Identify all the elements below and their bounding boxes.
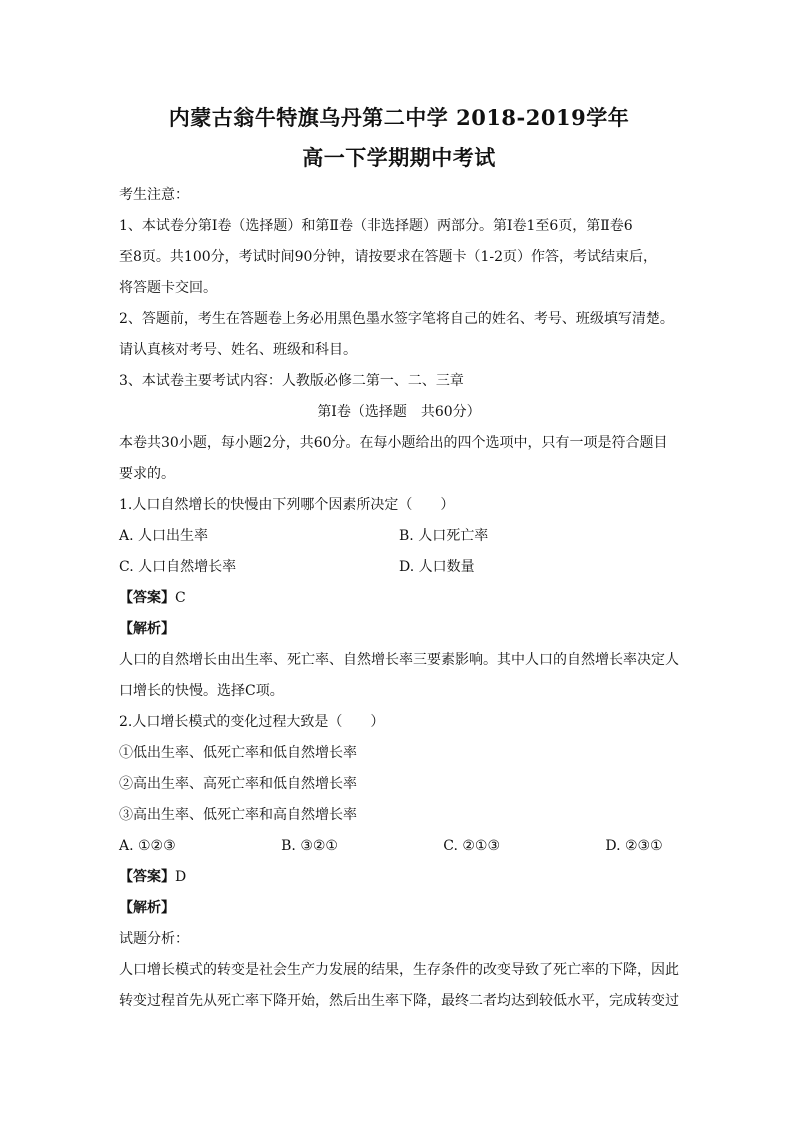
section-intro-line1: 本卷共30小题，每小题2分，共60分。在每小题给出的四个选项中，只有一项是符合题目 — [119, 435, 668, 451]
notice-item2-line2: 请认真核对考号、姓名、班级和科目。 — [119, 342, 357, 358]
section-title: 第Ⅰ卷（选择题 共60分） — [317, 404, 481, 420]
notice-heading: 考生注意： — [119, 187, 189, 203]
section-intro-line2: 要求的。 — [119, 466, 175, 482]
q1-stem: 1.人口自然增长的快慢由下列哪个因素所决定（ ） — [119, 497, 455, 513]
q2-option-d: D. ②③① — [605, 838, 663, 854]
exam-title: 内蒙古翁牛特旗乌丹第二中学 2018-2019学年 — [168, 105, 630, 130]
exam-page — [119, 98, 679, 1017]
notice-item1-line3: 将答题卡交回。 — [119, 280, 217, 296]
q1-option-b: B. 人口死亡率 — [399, 528, 489, 544]
q2-answer — [119, 862, 679, 893]
q2-option-b: B. ③②① — [281, 838, 338, 854]
q2-item-2: ②高出生率、高死亡率和低自然增长率 — [119, 776, 357, 792]
q2-analysis-line2: 转变过程首先从死亡率下降开始，然后出生率下降，最终二者均达到较低水平，完成转变过 — [119, 993, 679, 1009]
notice-item3: 3、本试卷主要考试内容：人教版必修二第一、二、三章 — [119, 373, 464, 389]
q2-analysis-tag: 【解析】 — [119, 900, 175, 916]
q1-analysis-tag: 【解析】 — [119, 621, 175, 637]
q1-option-c: C. 人口自然增长率 — [119, 559, 237, 575]
notice-item1-line2: 至8页。共100分，考试时间90分钟，请按要求在答题卡（1-2页）作答，考试结束后， — [119, 249, 657, 265]
exam-subtitle: 高一下学期期中考试 — [302, 145, 496, 170]
q2-option-c: C. ②①③ — [443, 838, 501, 854]
q2-option-a: A. ①②③ — [119, 838, 176, 854]
q1-analysis-line2: 口增长的快慢。选择C项。 — [119, 683, 284, 699]
q1-answer-value: C — [175, 590, 186, 606]
q1-option-d: D. 人口数量 — [399, 559, 475, 575]
q1-option-a: A. 人口出生率 — [119, 528, 209, 544]
q2-item-3: ③高出生率、低死亡率和高自然增长率 — [119, 807, 357, 823]
q1-options-row2 — [119, 552, 679, 583]
q2-analysis-line1: 人口增长模式的转变是社会生产力发展的结果，生存条件的改变导致了死亡率的下降，因此 — [119, 962, 679, 978]
notice-item2-line1: 2、答题前，考生在答题卷上务必用黑色墨水签字笔将自己的姓名、考号、班级填写清楚。 — [119, 311, 674, 327]
notice-item1-line1: 1、本试卷分第Ⅰ卷（选择题）和第Ⅱ卷（非选择题）两部分。第Ⅰ卷1至6页，第Ⅱ卷6 — [119, 218, 633, 234]
q2-options — [119, 831, 679, 862]
q1-answer — [119, 583, 679, 614]
q1-analysis-line1: 人口的自然增长由出生率、死亡率、自然增长率三要素影响。其中人口的自然增长率决定人 — [119, 652, 679, 668]
q2-answer-tag: 【答案】 — [119, 869, 175, 885]
q2-stem: 2.人口增长模式的变化过程大致是（ ） — [119, 714, 385, 730]
q2-analysis-sub: 试题分析： — [119, 931, 189, 947]
q1-answer-tag: 【答案】 — [119, 590, 175, 606]
q2-answer-value: D — [175, 869, 187, 885]
q1-options-row1 — [119, 521, 679, 552]
q2-item-1: ①低出生率、低死亡率和低自然增长率 — [119, 745, 357, 761]
